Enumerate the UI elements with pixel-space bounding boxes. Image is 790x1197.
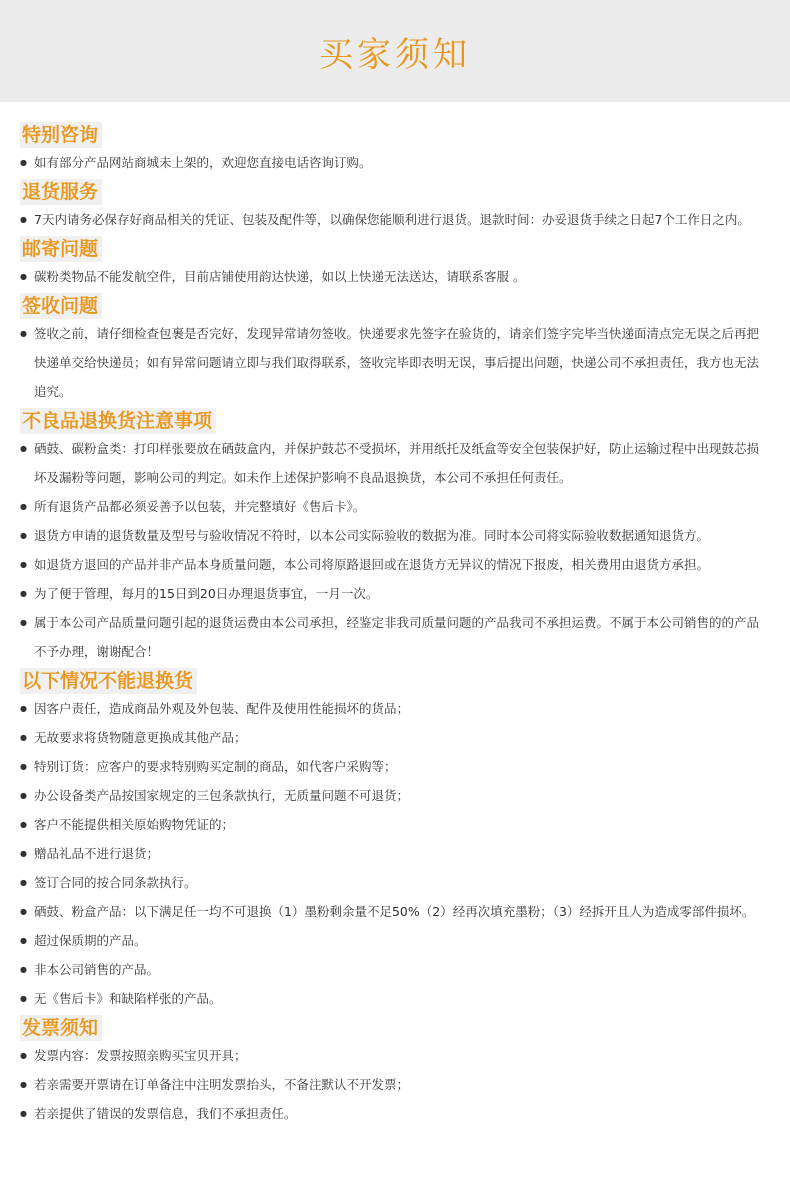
notice-section xyxy=(20,291,770,406)
list-item: ● 退货方申请的退货数量及型号与验收情况不符时，以本公司实际验收的数据为准。同时本公司将实际验收数据通知退货方。 xyxy=(20,521,770,550)
section-title: 退货服务 xyxy=(20,179,102,205)
list-item: ● 属于本公司产品质量问题引起的退货运费由本公司承担，经鉴定非我司质量问题的产品我司不承担运费。不属于本公司销售的的产品不予办理，谢谢配合！ xyxy=(20,608,770,666)
list-item: ● 如有部分产品网站商城未上架的，欢迎您直接电话咨询订购。 xyxy=(20,148,770,177)
section-title: 特别咨询 xyxy=(20,122,102,148)
list-item: ● 非本公司销售的产品。 xyxy=(20,955,770,984)
list-item: ● 签收之前，请仔细检查包裹是否完好，发现异常请勿签收。快递要求先签字在验货的，请亲们签字完毕当快递面清点完无误之后再把快递单交给快递员；如有异常问题请立即与我们取得联系，签收完毕即表明无误，事后提出问题，快递公司不承担责任，我方也无法追究。 xyxy=(20,319,770,406)
notice-section xyxy=(20,120,770,177)
header-banner xyxy=(0,0,790,102)
section-title: 不良品退换货注意事项 xyxy=(20,408,216,434)
list-item: ● 因客户责任，造成商品外观及外包装、配件及使用性能损坏的货品； xyxy=(20,694,770,723)
section-title: 发票须知 xyxy=(20,1015,102,1041)
list-item: ● 客户不能提供相关原始购物凭证的； xyxy=(20,810,770,839)
list-item: ● 若亲提供了错误的发票信息，我们不承担责任。 xyxy=(20,1099,770,1128)
list-item: ● 7天内请务必保存好商品相关的凭证、包装及配件等，以确保您能顺利进行退货。退款时间：办妥退货手续之日起7个工作日之内。 xyxy=(20,205,770,234)
page-title: 买家须知 xyxy=(319,34,471,75)
list-item: ● 发票内容：发票按照亲购买宝贝开具； xyxy=(20,1041,770,1070)
notice-section xyxy=(20,177,770,234)
list-item: ● 签订合同的按合同条款执行。 xyxy=(20,868,770,897)
section-title: 以下情况不能退换货 xyxy=(20,668,197,694)
notice-section xyxy=(20,1013,770,1128)
notice-section xyxy=(20,406,770,666)
notice-section xyxy=(20,666,770,1013)
notice-section xyxy=(20,234,770,291)
list-item: ● 硒鼓、粉盒产品：以下满足任一均不可退换（1）墨粉剩余量不足50%（2）经再次填充墨粉；（3）经拆开且人为造成零部件损坏。 xyxy=(20,897,770,926)
list-item: ● 办公设备类产品按国家规定的三包条款执行，无质量问题不可退货； xyxy=(20,781,770,810)
list-item: ● 硒鼓、碳粉盒类：打印样张要放在硒鼓盒内，并保护鼓芯不受损坏，并用纸托及纸盒等安全包装保护好，防止运输过程中出现鼓芯损坏及漏粉等问题，影响公司的判定。如未作上述保护影响不良品退换货，本公司不承担任何责任。 xyxy=(20,434,770,492)
list-item: ● 特别订货：应客户的要求特别购买定制的商品，如代客户采购等； xyxy=(20,752,770,781)
section-title: 签收问题 xyxy=(20,293,102,319)
list-item: ● 无故要求将货物随意更换成其他产品； xyxy=(20,723,770,752)
notice-content xyxy=(0,102,790,1128)
list-item: ● 赠品礼品不进行退货； xyxy=(20,839,770,868)
list-item: ● 超过保质期的产品。 xyxy=(20,926,770,955)
list-item: ● 无《售后卡》和缺陷样张的产品。 xyxy=(20,984,770,1013)
list-item: ● 为了便于管理，每月的15日到20日办理退货事宜，一月一次。 xyxy=(20,579,770,608)
list-item: ● 碳粉类物品不能发航空件，目前店铺使用韵达快递，如以上快递无法送达，请联系客服 。 xyxy=(20,262,770,291)
list-item: ● 所有退货产品都必须妥善予以包装，并完整填好《售后卡》。 xyxy=(20,492,770,521)
list-item: ● 若亲需要开票请在订单备注中注明发票抬头，不备注默认不开发票； xyxy=(20,1070,770,1099)
list-item: ● 如退货方退回的产品并非产品本身质量问题，本公司将原路退回或在退货方无异议的情况下报废，相关费用由退货方承担。 xyxy=(20,550,770,579)
section-title: 邮寄问题 xyxy=(20,236,102,262)
